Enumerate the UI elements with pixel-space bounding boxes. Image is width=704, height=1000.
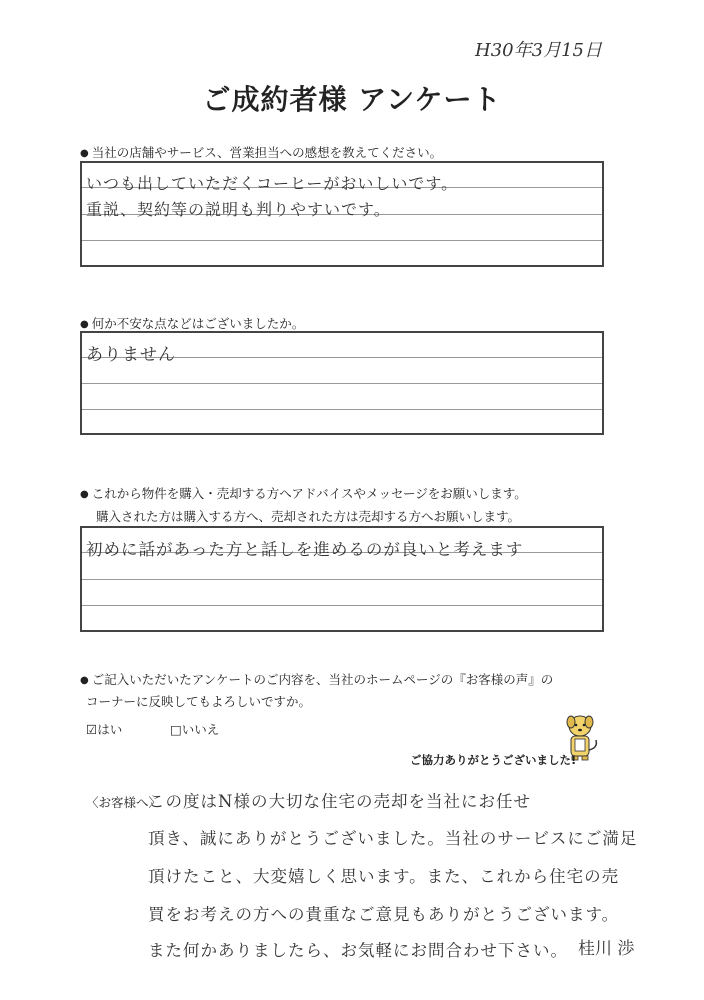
question-1: ● 当社の店舗やサービス、営業担当への感想を教えてください。 — [80, 143, 442, 161]
reply-line-1: この度はN様の大切な住宅の売却を当社にお任せ — [148, 792, 531, 811]
answer-box-2 — [80, 331, 604, 435]
answer-2-line-1: ありません — [86, 345, 176, 365]
survey-date: H30年3月15日 — [475, 40, 602, 61]
reply-line-2: 頂き、誠にありがとうございました。当社のサービスにご満足 — [148, 829, 638, 848]
reply-label: 〈お客様へ〉 — [86, 795, 162, 810]
answer-box-1 — [80, 161, 604, 267]
question-4-line-2: コーナーに反映してもよろしいですか。 — [86, 694, 312, 709]
yes-checkbox[interactable]: ☑はい — [86, 722, 123, 737]
question-3-subtext: 購入された方は購入する方へ、売却された方は売却する方へお願いします。 — [96, 509, 521, 524]
reply-line-4: 買をお考えの方への貴重なご意見もありがとうございます。 — [148, 905, 620, 924]
answer-3-line-1: 初めに話があった方と話しを進めるのが良いと考えます — [86, 540, 524, 559]
question-2: ● 何か不安な点などはございましたか。 — [80, 314, 304, 332]
reply-line-3: 頂けたこと、大変嬉しく思います。また、これから住宅の売 — [148, 867, 620, 886]
reply-line-5: また何かありましたら、お気軽にお問合わせ下さい。 — [148, 941, 568, 960]
question-4: ● ご記入いただいたアンケートのご内容を、当社のホームページの『お客様の声』の — [80, 670, 553, 688]
no-checkbox[interactable]: □いいえ — [170, 722, 220, 737]
question-3: ● これから物件を購入・売却する方へアドバイスやメッセージをお願いします。 — [80, 484, 527, 502]
thanks-message: ご協力ありがとうございました! — [410, 753, 577, 767]
staff-signature: 桂川 渉 — [578, 939, 635, 959]
answer-box-3 — [80, 526, 604, 632]
answer-1-line-1: いつも出していただくコーヒーがおいしいです。 — [86, 174, 459, 193]
answer-1-line-2: 重説、契約等の説明も判りやすいです。 — [86, 200, 391, 219]
page-title: ご成約者様 アンケート — [202, 83, 502, 116]
